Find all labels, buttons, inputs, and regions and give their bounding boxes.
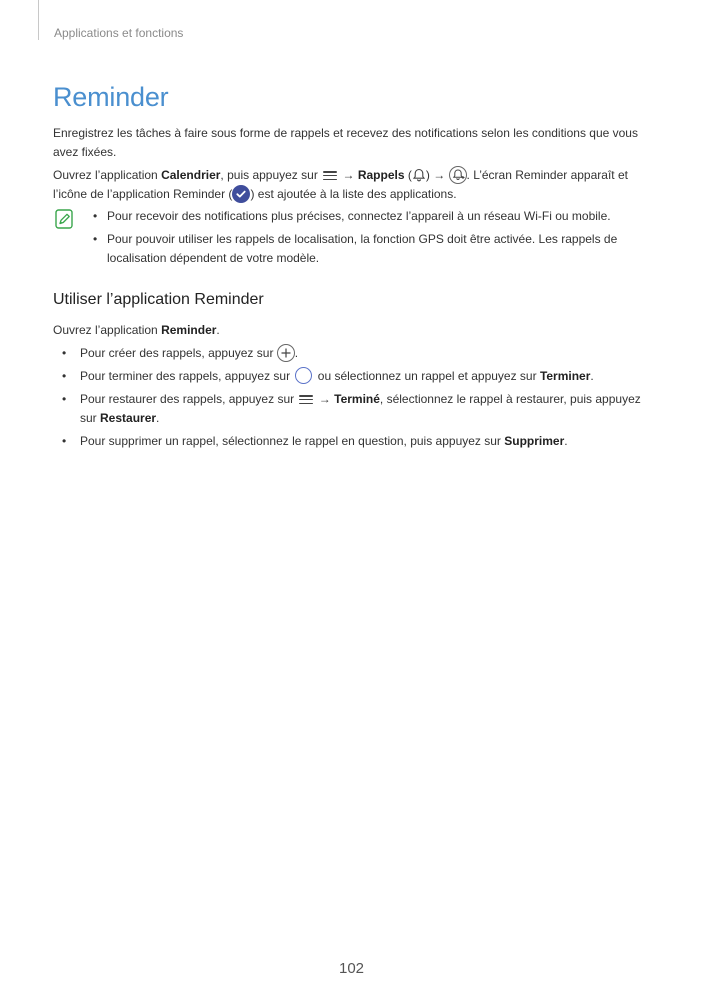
list-item-text: , sélectionnez le rappel à restaurer, puis appuyez sur (80, 392, 641, 425)
list-item-text: ou sélectionnez un rappel et appuyez sur (314, 369, 540, 383)
finish-label: Terminer (539, 369, 591, 383)
arrow-text: → (339, 168, 358, 182)
note-item: • Pour pouvoir utiliser les rappels de localisation, la fonction GPS doit être activée. Les rappels de localisation dépendent de votre modèle. (93, 230, 643, 268)
header-rule (38, 0, 39, 40)
bell-icon (412, 168, 426, 182)
checkbox-circle-icon (295, 367, 312, 384)
reminder-app-label: Reminder (161, 323, 217, 337)
reminder-app-icon (232, 185, 250, 203)
steps-text: . L’écran Reminder apparaît et l’icône de l’application Reminder ( (53, 168, 628, 201)
section2-intro (53, 321, 643, 340)
list-item-text: . (294, 346, 299, 360)
bell-add-icon (449, 166, 467, 184)
rappels-label: Rappels (357, 168, 405, 182)
note-icon (55, 209, 73, 229)
arrow-text: → (315, 392, 335, 406)
steps-text: , puis appuyez sur (220, 168, 322, 182)
section2-intro-text: Ouvrez l’application (53, 323, 162, 337)
list-item-text: . (564, 434, 568, 448)
delete-label: Supprimer (504, 434, 565, 448)
section-header: Applications et fonctions (54, 26, 184, 40)
list-item-text: . (156, 411, 160, 425)
menu-icon (299, 393, 313, 405)
steps-paragraph (53, 166, 643, 204)
note-item: • Pour recevoir des notifications plus précises, connectez l’appareil à un réseau Wi-Fi ou mobile. (93, 207, 643, 226)
note-list (93, 207, 643, 272)
section-subtitle: Utiliser l’application Reminder (53, 291, 264, 308)
list-item-text: Pour créer des rappels, appuyez sur (80, 346, 277, 360)
steps-text: ( (404, 168, 412, 182)
steps-text: ) est ajoutée à la liste des applications. (250, 187, 457, 201)
section2-intro-text: . (216, 323, 220, 337)
list-item (62, 390, 652, 428)
done-label: Terminé (334, 392, 380, 406)
intro-paragraph: Enregistrez les tâches à faire sous forme de rappels et recevez des notifications selon les conditions que vous avez fixées. (53, 126, 638, 159)
list-item (62, 344, 652, 363)
list-item-text: Pour supprimer un rappel, sélectionnez le rappel en question, puis appuyez sur (80, 434, 505, 448)
action-list (62, 344, 652, 455)
list-item-text: Pour terminer des rappels, appuyez sur (80, 369, 294, 383)
restore-label: Restaurer (100, 411, 157, 425)
page-title: Reminder (53, 82, 169, 112)
page-number: 102 (338, 960, 365, 977)
calendar-app-label: Calendrier (161, 168, 221, 182)
steps-text: ) → (425, 168, 449, 182)
add-icon (277, 344, 295, 362)
list-item-text: . (590, 369, 594, 383)
list-item (62, 367, 652, 386)
menu-icon (323, 169, 337, 181)
list-item (62, 432, 652, 451)
steps-text: Ouvrez l’application (53, 168, 162, 182)
list-item-text: Pour restaurer des rappels, appuyez sur (80, 392, 298, 406)
